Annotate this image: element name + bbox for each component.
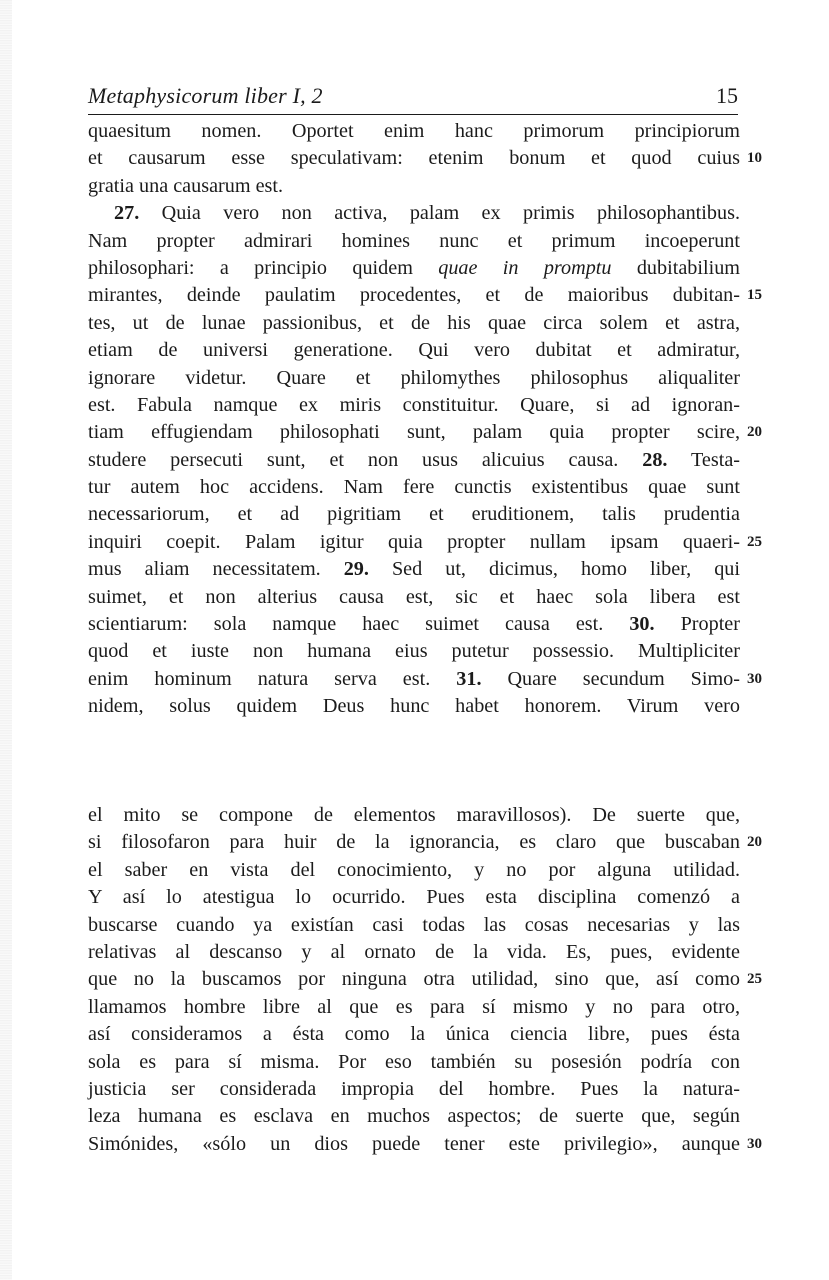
- running-title: Metaphysicorum liber I, 2: [88, 83, 323, 108]
- spanish-text-block: [88, 802, 762, 1158]
- text-line: [88, 365, 740, 392]
- text-line: [88, 693, 740, 720]
- line-text: que no la buscamos por ninguna otra utilidad, sino que, así como: [88, 968, 740, 991]
- line-text: mirantes, deinde paulatim procedentes, et de maioribus dubitan-: [88, 284, 740, 307]
- line-text: Nam propter admirari homines nunc et primum incoeperunt: [88, 229, 740, 252]
- text-line: [88, 802, 740, 829]
- line-number: 15: [747, 287, 762, 304]
- line-text-part: Propter: [654, 613, 740, 636]
- line-text: tur autem hoc accidens. Nam fere cunctis existentibus quae sunt: [88, 476, 740, 499]
- line-text-part: Testa-: [667, 448, 741, 471]
- line-text: [88, 611, 740, 638]
- text-line: [88, 857, 740, 884]
- text-line: [88, 884, 740, 911]
- text-line: [88, 556, 740, 583]
- line-number: 20: [747, 424, 762, 441]
- text-line: [88, 228, 740, 255]
- line-text: etiam de universi generatione. Qui vero dubitat et admiratur,: [88, 339, 740, 362]
- text-line: [88, 447, 740, 474]
- line-text: necessariorum, et ad pigritiam et eruditionem, talis prudentia: [88, 503, 740, 526]
- line-text: [88, 666, 740, 693]
- line-text-part: dubitabilium: [611, 256, 740, 279]
- text-line: [88, 994, 740, 1021]
- line-text-part: Quare secundum Simo-: [481, 667, 740, 690]
- line-text: así consideramos a ésta como la única ciencia libre, pues ésta: [88, 1023, 740, 1046]
- section-number: 27.: [114, 202, 140, 225]
- line-text: et causarum esse speculativam: etenim bonum et quod cuius: [88, 147, 740, 170]
- text-line: [88, 282, 762, 309]
- text-line: [88, 255, 740, 282]
- line-text: [88, 556, 740, 583]
- page-edge-shadow: [0, 0, 12, 1280]
- line-text: leza humana es esclava en muchos aspectos; de suerte que, según: [88, 1105, 740, 1128]
- line-text: llamamos hombre libre al que es para sí mismo y no para otro,: [88, 995, 740, 1018]
- line-text-part: mus aliam necessitatem.: [88, 558, 344, 581]
- section-number: 30.: [629, 613, 655, 636]
- text-line: [88, 118, 740, 145]
- text-line: [88, 392, 740, 419]
- section-number: 29.: [343, 558, 369, 581]
- text-line: [88, 912, 740, 939]
- line-text: sola es para sí misma. Por eso también su posesión podría con: [88, 1050, 740, 1073]
- line-text-part: enim hominum natura serva est.: [88, 667, 457, 690]
- line-text-part: Quia vero non activa, palam ex primis philosophantibus.: [139, 202, 740, 225]
- text-line: [88, 474, 740, 501]
- line-text: [88, 200, 740, 227]
- text-line: [88, 529, 762, 556]
- line-text: [88, 447, 740, 474]
- text-line: [88, 966, 762, 993]
- text-line: [88, 173, 740, 200]
- line-text: relativas al descanso y al ornato de la vida. Es, pues, evidente: [88, 940, 740, 963]
- line-text: tes, ut de lunae passionibus, et de his quae circa solem et astra,: [88, 311, 740, 334]
- page-header: [88, 80, 738, 115]
- italic-phrase: quae in promptu: [438, 256, 612, 279]
- text-line: [88, 829, 762, 856]
- line-text: gratia una causarum est.: [88, 174, 284, 197]
- line-text: el saber en vista del conocimiento, y no por alguna utilidad.: [88, 858, 740, 881]
- line-text: suimet, et non alterius causa est, sic et haec sola libera est: [88, 585, 740, 608]
- line-text: buscarse cuando ya existían casi todas las cosas necesarias y las: [88, 913, 740, 936]
- section-number: 31.: [456, 667, 482, 690]
- text-line: [88, 1103, 740, 1130]
- line-text: justicia ser considerada impropia del hombre. Pues la natura-: [88, 1077, 740, 1100]
- text-line: [88, 419, 762, 446]
- line-text: Simónides, «sólo un dios puede tener este privilegio», aunque: [88, 1132, 740, 1155]
- line-text: quod et iuste non humana eius putetur possessio. Multipliciter: [88, 640, 740, 663]
- text-line: [88, 638, 740, 665]
- line-number: 20: [747, 834, 762, 851]
- line-number: 25: [747, 971, 762, 988]
- text-line: [88, 145, 762, 172]
- line-text-part: Sed ut, dicimus, homo liber, qui: [368, 558, 740, 581]
- text-line: [88, 611, 740, 638]
- text-line: [88, 939, 740, 966]
- line-text: inquiri coepit. Palam igitur quia propter nullam ipsam quaeri-: [88, 530, 740, 553]
- line-text: [88, 255, 740, 282]
- text-line: [88, 200, 740, 227]
- text-line: [88, 666, 762, 693]
- text-line: [88, 310, 740, 337]
- text-line: [88, 501, 740, 528]
- text-line: [88, 1021, 740, 1048]
- text-line: [88, 1076, 740, 1103]
- line-text: Y así lo atestigua lo ocurrido. Pues esta disciplina comenzó a: [88, 886, 740, 909]
- line-text-part: scientiarum: sola namque haec suimet causa est.: [88, 613, 630, 636]
- page-number: 15: [716, 83, 738, 108]
- line-number: 30: [747, 1135, 762, 1152]
- line-text-part: studere persecuti sunt, et non usus alicuius causa.: [88, 448, 643, 471]
- line-text: quaesitum nomen. Oportet enim hanc primorum principiorum: [88, 120, 740, 142]
- text-line: [88, 1131, 762, 1158]
- text-line: [88, 337, 740, 364]
- line-text: nidem, solus quidem Deus hunc habet honorem. Virum vero: [88, 695, 740, 718]
- line-text-part: philosophari: a principio quidem: [88, 256, 439, 279]
- latin-text-block: [88, 118, 762, 721]
- text-line: [88, 1049, 740, 1076]
- line-number: 25: [747, 533, 762, 550]
- line-number: 10: [747, 150, 762, 167]
- line-number: 30: [747, 670, 762, 687]
- line-text: tiam effugiendam philosophati sunt, palam quia propter scire,: [88, 421, 740, 444]
- line-text: est. Fabula namque ex miris constituitur. Quare, si ad ignoran-: [88, 393, 740, 416]
- line-text: ignorare videtur. Quare et philomythes philosophus aliqualiter: [88, 366, 740, 389]
- line-text: si filosofaron para huir de la ignorancia, es claro que buscaban: [88, 831, 740, 854]
- section-number: 28.: [642, 448, 668, 471]
- line-text: el mito se compone de elementos maravillosos). De suerte que,: [88, 804, 740, 826]
- text-line: [88, 584, 740, 611]
